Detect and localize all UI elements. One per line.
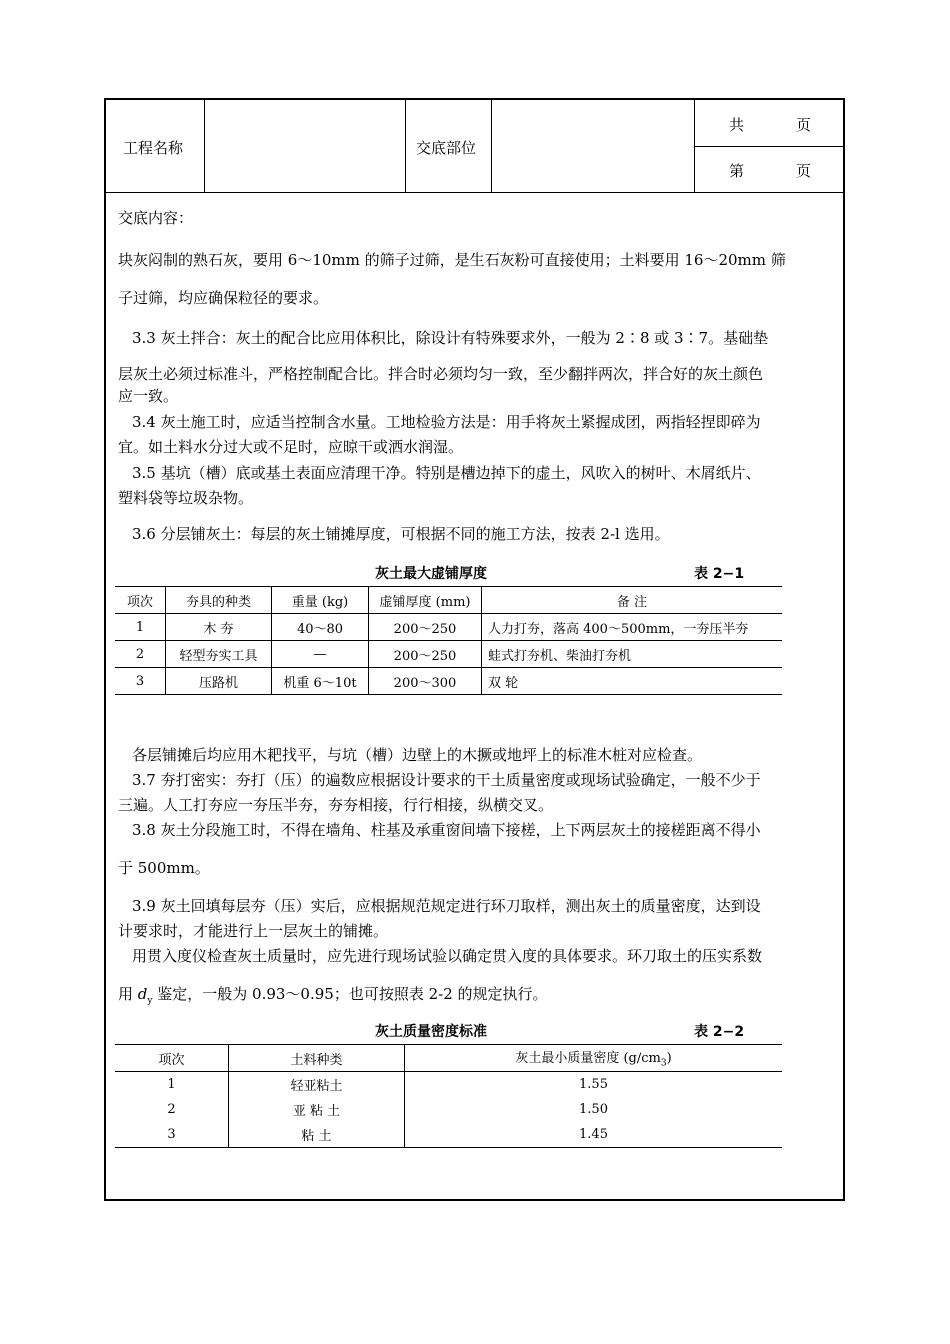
table1-header-row [115, 587, 782, 614]
table2 [115, 1044, 782, 1148]
total-pages-label: 共 [729, 116, 745, 134]
table-cell: 200～250 [369, 614, 482, 641]
table-cell: 2 [115, 1097, 229, 1122]
paragraph-line: 应一致。 [118, 387, 179, 405]
table2-number: 表 2−2 [694, 1024, 745, 1040]
paragraph-line: 子过筛，均应确保粒径的要求。 [118, 289, 329, 307]
total-pages-unit: 页 [796, 116, 812, 134]
project-name-label: 工程名称 [123, 139, 184, 157]
table2-header-row [115, 1045, 782, 1072]
paragraph-line: 3.6 分层铺灰土：每层的灰土铺摊厚度，可根据不同的施工方法，按表 2-l 选用。 [132, 525, 670, 543]
table-cell: 压路机 [166, 668, 272, 695]
table-cell: 1.45 [579, 1127, 608, 1142]
header-divider [204, 100, 205, 192]
table-cell: 1 [115, 614, 166, 641]
table-cell: 200～300 [369, 668, 482, 695]
table-cell: 3 [115, 668, 166, 695]
table-row [115, 641, 782, 668]
paragraph-line: 于 500mm。 [118, 859, 210, 877]
table-header-cell: 项次 [115, 1045, 229, 1072]
table-row [115, 1097, 782, 1122]
paragraph-line [118, 984, 838, 1011]
paragraph-line: 三遍。人工打夯应一夯压半夯，夯夯相接，行行相接，纵横交叉。 [118, 796, 554, 814]
table-header-cell: 土料种类 [229, 1045, 405, 1072]
paragraph-line: 层灰土必须过标准斗，严格控制配合比。拌合时必须均匀一致，至少翻拌两次，拌合好的灰土颜色 [118, 365, 764, 383]
document-frame [104, 98, 845, 1201]
table-cell: — [272, 641, 369, 668]
table-cell: 木 夯 [166, 614, 272, 641]
table-cell: 1 [115, 1072, 229, 1098]
table-header-cell: 夯具的种类 [166, 587, 272, 614]
paragraph-line: 3.3 灰土拌合：灰土的配合比应用体积比，除设计有特殊要求外，一般为 2∶8 或 3∶7。基础垫 [132, 329, 769, 347]
table-header-cell: 备 注 [616, 594, 648, 610]
paragraph-line: 3.4 灰土施工时，应适当控制含水量。工地检验方法是：用手将灰土紧握成团，两指轻捏即碎为 [132, 413, 761, 431]
paragraph-line: 各层铺摊后均应用木耙找平，与坑（槽）边壁上的木撅或地坪上的标准木桩对应检查。 [132, 746, 703, 764]
table1 [115, 586, 782, 695]
symbol-d: d [137, 985, 148, 1003]
text-fragment: 用 [118, 985, 138, 1003]
paragraph-line: 用贯入度仪检查灰土质量时，应先进行现场试验以确定贯入度的具体要求。环刀取土的压实系数 [132, 947, 763, 965]
table-row [115, 614, 782, 641]
table-cell: 蛙式打夯机、柴油打夯机 [488, 648, 632, 664]
table-cell: 人力打夯，落高 400～500mm，一夯压半夯 [488, 621, 749, 637]
table-cell: 1.50 [579, 1102, 608, 1117]
table-cell: 轻型夯实工具 [166, 641, 272, 668]
table-cell: 轻亚粘土 [229, 1072, 405, 1098]
table-cell: 200～250 [369, 641, 482, 668]
table-row [115, 1122, 782, 1148]
paragraph-line: 3.9 灰土回填每层夯（压）实后，应根据规范规定进行环刀取样，测出灰土的质量密度，达到设 [132, 897, 761, 915]
header-text: ) [666, 1051, 672, 1067]
table-header-cell [405, 1045, 783, 1072]
table-cell: 机重 6～10t [272, 668, 369, 695]
table-header-cell: 重量 (kg) [272, 587, 369, 614]
paragraph-line: 3.7 夯打密实：夯打（压）的遍数应根据设计要求的干土质量密度或现场试验确定，一般不少于 [132, 771, 761, 789]
paragraph-line: 块灰闷制的熟石灰，要用 6～10mm 的筛子过筛，是生石灰粉可直接使用；土料要用 16～20mm 筛 [118, 251, 786, 269]
paragraph-line: 宜。如土料水分过大或不足时，应晾干或洒水润湿。 [118, 438, 464, 456]
header-divider [491, 100, 492, 192]
paragraph-line: 3.5 基坑（槽）底或基土表面应清理干净。特别是槽边掉下的虚土，风吹入的树叶、木屑纸片、 [132, 464, 761, 482]
table-cell: 40～80 [272, 614, 369, 641]
table-row [115, 668, 782, 695]
table-header-cell: 项次 [115, 587, 166, 614]
symbol-subscript: y [147, 996, 153, 1006]
table-cell: 3 [115, 1122, 229, 1148]
table1-number: 表 2−1 [694, 566, 745, 582]
table-cell: 1.55 [579, 1077, 608, 1092]
paragraph-line: 3.8 灰土分段施工时，不得在墙角、柱基及承重窗间墙下接槎，上下两层灰土的接槎距离不得小 [132, 821, 761, 839]
header-divider [405, 100, 406, 192]
header-table [106, 100, 843, 193]
header-text: 灰土最小质量密度 (g/cm [515, 1051, 661, 1067]
table2-title: 灰土质量密度标准 [375, 1024, 487, 1040]
content-label: 交底内容： [118, 209, 194, 227]
table-header-cell: 虚铺厚度 (mm) [369, 587, 482, 614]
table-cell: 亚 粘 土 [229, 1097, 405, 1122]
page-label: 第 [729, 162, 745, 180]
table1-title: 灰土最大虚铺厚度 [375, 566, 487, 582]
text-fragment: 鉴定，一般为 0.93～0.95；也可按照表 2-2 的规定执行。 [152, 985, 548, 1003]
header-split [694, 146, 843, 147]
page-unit: 页 [796, 162, 812, 180]
header-subscript: 3 [660, 1058, 667, 1069]
location-label: 交底部位 [416, 139, 477, 157]
paragraph-line: 计要求时，才能进行上一层灰土的铺摊。 [118, 922, 389, 940]
table-row [115, 1072, 782, 1098]
table-cell: 粘 土 [229, 1122, 405, 1148]
table-cell: 2 [115, 641, 166, 668]
table-cell: 双 轮 [488, 675, 519, 691]
paragraph-line: 塑料袋等垃圾杂物。 [118, 489, 254, 507]
